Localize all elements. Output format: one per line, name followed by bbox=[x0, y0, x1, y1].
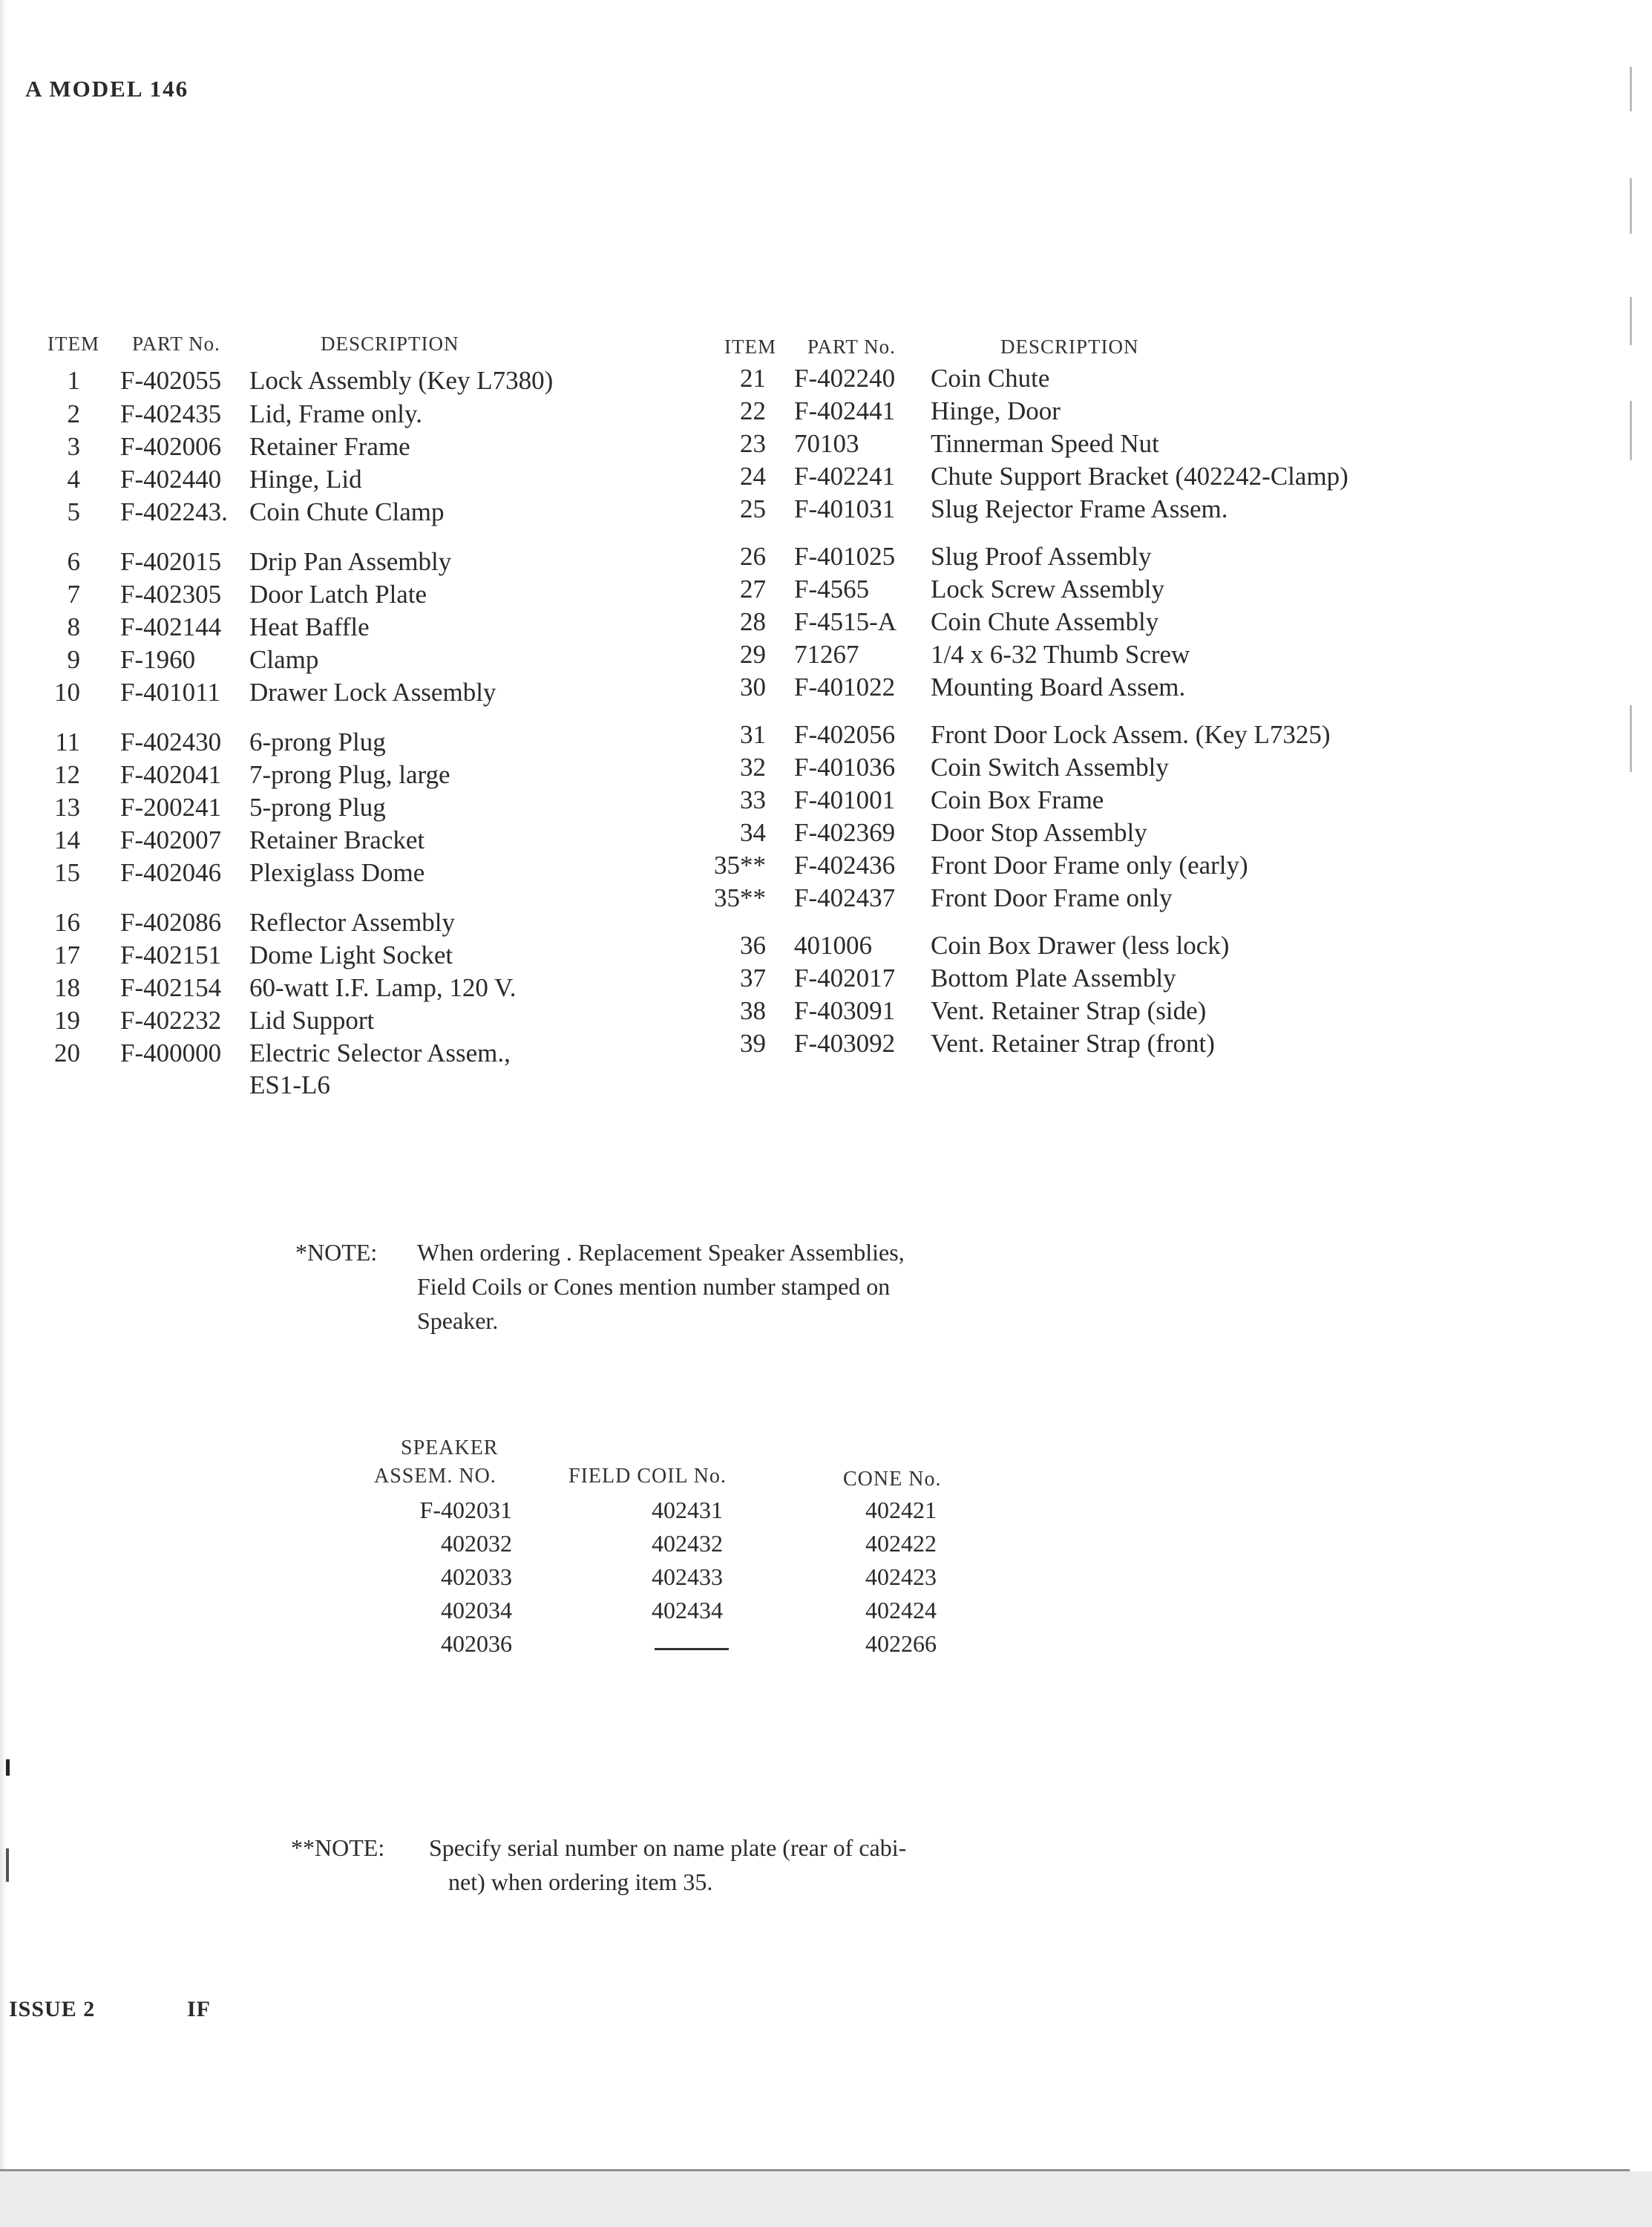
field-coil-no: 402433 bbox=[652, 1563, 723, 1590]
part-row bbox=[0, 929, 1652, 962]
left-col-header-description: DESCRIPTION bbox=[321, 333, 459, 355]
part-row bbox=[0, 882, 1652, 915]
part-description: Clamp bbox=[249, 645, 319, 674]
part-number: F-1960 bbox=[120, 645, 196, 674]
part-row bbox=[0, 460, 1652, 493]
item-number: 34 bbox=[740, 818, 766, 847]
part-row bbox=[0, 606, 1652, 638]
part-description: Tinnerman Speed Nut bbox=[931, 429, 1159, 458]
item-number: 24 bbox=[740, 462, 766, 491]
item-number: 19 bbox=[54, 1006, 80, 1035]
part-number: F-402017 bbox=[794, 964, 896, 992]
part-description: 6-prong Plug bbox=[249, 727, 386, 756]
part-number: F-402440 bbox=[120, 465, 222, 494]
part-description: Retainer Bracket bbox=[249, 825, 425, 854]
cone-no: 402424 bbox=[865, 1597, 937, 1623]
part-number: F-401025 bbox=[794, 542, 896, 571]
part-row bbox=[0, 362, 1652, 395]
speaker-row bbox=[0, 1630, 1652, 1663]
part-row bbox=[0, 719, 1652, 751]
part-number: F-402240 bbox=[794, 364, 896, 393]
part-description: 5-prong Plug bbox=[249, 793, 386, 822]
footer-issue: ISSUE 2 bbox=[9, 1997, 96, 2021]
item-number: 16 bbox=[54, 908, 80, 937]
part-description: Coin Switch Assembly bbox=[931, 753, 1169, 782]
speaker-assem-no: 402036 bbox=[441, 1630, 512, 1657]
part-row bbox=[0, 817, 1652, 849]
part-number: F-402041 bbox=[120, 760, 222, 789]
part-number: F-403092 bbox=[794, 1029, 896, 1058]
scan-mark bbox=[1630, 297, 1632, 345]
item-number: 30 bbox=[740, 673, 766, 702]
part-description: Coin Box Drawer (less lock) bbox=[931, 931, 1230, 960]
part-description: Vent. Retainer Strap (front) bbox=[931, 1029, 1215, 1058]
empty-value-dash bbox=[655, 1648, 729, 1650]
part-description: Slug Proof Assembly bbox=[931, 542, 1152, 571]
part-number: F-402055 bbox=[120, 366, 222, 395]
part-number: F-402437 bbox=[794, 883, 896, 912]
part-number: F-402154 bbox=[120, 973, 222, 1002]
cone-no: 402421 bbox=[865, 1497, 937, 1523]
part-number: F-402144 bbox=[120, 612, 222, 641]
item-number: 17 bbox=[54, 941, 80, 969]
item-number: 9 bbox=[67, 645, 80, 674]
item-number: 7 bbox=[67, 580, 80, 609]
item-number: 2 bbox=[67, 399, 80, 428]
item-number: 10 bbox=[54, 678, 80, 707]
part-row bbox=[0, 671, 1652, 704]
cone-no: 402422 bbox=[865, 1530, 937, 1557]
right-col-header-part: PART No. bbox=[807, 336, 896, 358]
part-number: F-400000 bbox=[120, 1039, 222, 1067]
part-description: Front Door Lock Assem. (Key L7325) bbox=[931, 720, 1331, 749]
part-description: Electric Selector Assem., bbox=[249, 1039, 511, 1067]
part-description: Lid Support bbox=[249, 1006, 375, 1035]
item-number: 14 bbox=[54, 825, 80, 854]
speaker-row bbox=[0, 1530, 1652, 1563]
note-2-line-1: Specify serial number on name plate (rear of cabi- bbox=[429, 1834, 907, 1861]
item-number: 1 bbox=[67, 366, 80, 395]
part-description: Bottom Plate Assembly bbox=[931, 964, 1176, 992]
note-2-line-2: net) when ordering item 35. bbox=[448, 1868, 713, 1895]
part-number: F-402441 bbox=[794, 396, 896, 425]
field-coil-header: FIELD COIL No. bbox=[568, 1465, 727, 1488]
scan-edge bbox=[0, 0, 7, 2227]
item-number: 4 bbox=[67, 465, 80, 494]
part-number: F-402430 bbox=[120, 727, 222, 756]
item-number: 18 bbox=[54, 973, 80, 1002]
item-number: 15 bbox=[54, 858, 80, 887]
part-number: F-401011 bbox=[120, 678, 220, 707]
part-number: F-402369 bbox=[794, 818, 896, 847]
part-number: F-401001 bbox=[794, 785, 896, 814]
right-col-header-item: ITEM bbox=[724, 336, 776, 358]
speaker-row bbox=[0, 1497, 1652, 1529]
cone-header: CONE No. bbox=[843, 1468, 942, 1491]
item-number: 27 bbox=[740, 575, 766, 604]
speaker-assem-no: 402033 bbox=[441, 1563, 512, 1590]
item-number: 21 bbox=[740, 364, 766, 393]
part-description: 1/4 x 6-32 Thumb Screw bbox=[931, 640, 1190, 669]
part-number: F-402241 bbox=[794, 462, 896, 491]
part-row bbox=[0, 428, 1652, 460]
footer-code: IF bbox=[187, 1997, 211, 2021]
item-number: 35** bbox=[714, 851, 766, 880]
part-row bbox=[0, 962, 1652, 995]
part-row bbox=[0, 995, 1652, 1027]
part-number: F-401036 bbox=[794, 753, 896, 782]
part-description: Hinge, Lid bbox=[249, 465, 362, 494]
scan-mark bbox=[1630, 178, 1632, 234]
part-description: Retainer Frame bbox=[249, 432, 410, 461]
part-description: Dome Light Socket bbox=[249, 941, 453, 969]
item-number: 37 bbox=[740, 964, 766, 992]
part-number: F-402243. bbox=[120, 497, 228, 526]
part-description: Slug Rejector Frame Assem. bbox=[931, 494, 1228, 523]
note-1-line-2: Field Coils or Cones mention number stamped on bbox=[417, 1273, 891, 1300]
part-description: 7-prong Plug, large bbox=[249, 760, 450, 789]
item-number: 39 bbox=[740, 1029, 766, 1058]
part-description: Lock Screw Assembly bbox=[931, 575, 1164, 604]
part-number: F-401022 bbox=[794, 673, 896, 702]
item-number: 13 bbox=[54, 793, 80, 822]
part-number: F-402015 bbox=[120, 547, 222, 576]
field-coil-no: 402431 bbox=[652, 1497, 723, 1523]
item-number: 29 bbox=[740, 640, 766, 669]
note-1-line-1: When ordering . Replacement Speaker Assemblies, bbox=[417, 1239, 905, 1266]
part-number: 70103 bbox=[794, 429, 859, 458]
part-description: Hinge, Door bbox=[931, 396, 1061, 425]
item-number: 36 bbox=[740, 931, 766, 960]
right-col-header-description: DESCRIPTION bbox=[1000, 336, 1139, 358]
part-number: F-402046 bbox=[120, 858, 222, 887]
part-row bbox=[0, 751, 1652, 784]
item-number: 28 bbox=[740, 607, 766, 636]
speaker-header-line-2: ASSEM. NO. bbox=[374, 1465, 496, 1488]
scan-mark bbox=[1630, 67, 1632, 111]
item-number: 3 bbox=[67, 432, 80, 461]
part-description: Coin Chute Clamp bbox=[249, 497, 445, 526]
page-header: A MODEL 146 bbox=[25, 76, 189, 102]
part-row bbox=[0, 540, 1652, 573]
part-number: 401006 bbox=[794, 931, 872, 960]
part-description: Lock Assembly (Key L7380) bbox=[249, 366, 554, 395]
scan-mark bbox=[6, 1759, 10, 1776]
item-number: 5 bbox=[67, 497, 80, 526]
part-description: Drip Pan Assembly bbox=[249, 547, 452, 576]
speaker-assem-no: 402032 bbox=[441, 1530, 512, 1557]
part-number: F-401031 bbox=[794, 494, 896, 523]
part-number: F-4565 bbox=[794, 575, 870, 604]
left-col-header-part: PART No. bbox=[132, 333, 220, 355]
item-number: 12 bbox=[54, 760, 80, 789]
part-description: Reflector Assembly bbox=[249, 908, 456, 937]
scan-bottom-band bbox=[0, 2171, 1652, 2227]
field-coil-no: 402432 bbox=[652, 1530, 723, 1557]
note-1-line-3: Speaker. bbox=[417, 1307, 499, 1334]
item-number: 38 bbox=[740, 996, 766, 1025]
part-description: Front Door Frame only bbox=[931, 883, 1173, 912]
part-row bbox=[0, 493, 1652, 526]
part-description: Lid, Frame only. bbox=[249, 399, 422, 428]
speaker-assem-no: F-402031 bbox=[419, 1497, 512, 1523]
item-number: 22 bbox=[740, 396, 766, 425]
part-number: F-402056 bbox=[794, 720, 896, 749]
part-number: F-200241 bbox=[120, 793, 222, 822]
part-number: F-402305 bbox=[120, 580, 222, 609]
part-description: Door Stop Assembly bbox=[931, 818, 1147, 847]
item-number: 11 bbox=[55, 727, 80, 756]
item-number: 23 bbox=[740, 429, 766, 458]
item-number: 20 bbox=[54, 1039, 80, 1067]
note-1-label: *NOTE: bbox=[295, 1239, 378, 1266]
part-number: F-402232 bbox=[120, 1006, 222, 1035]
note-2-label: **NOTE: bbox=[291, 1834, 385, 1861]
part-description: Drawer Lock Assembly bbox=[249, 678, 496, 707]
part-number: F-402151 bbox=[120, 941, 222, 969]
part-description: Coin Chute Assembly bbox=[931, 607, 1159, 636]
item-number: 8 bbox=[67, 612, 80, 641]
item-number: 32 bbox=[740, 753, 766, 782]
part-description: Coin Chute bbox=[931, 364, 1050, 393]
part-description: Mounting Board Assem. bbox=[931, 673, 1186, 702]
item-number: 35** bbox=[714, 883, 766, 912]
part-row bbox=[0, 849, 1652, 882]
part-number: F-402007 bbox=[120, 825, 222, 854]
part-number: F-402435 bbox=[120, 399, 222, 428]
part-row bbox=[0, 638, 1652, 671]
part-description: Door Latch Plate bbox=[249, 580, 427, 609]
part-description: Heat Baffle bbox=[249, 612, 370, 641]
item-number: 25 bbox=[740, 494, 766, 523]
part-row bbox=[0, 784, 1652, 817]
part-number: F-402006 bbox=[120, 432, 222, 461]
item-number: 33 bbox=[740, 785, 766, 814]
part-description: Plexiglass Dome bbox=[249, 858, 425, 887]
speaker-row bbox=[0, 1597, 1652, 1629]
part-description: Front Door Frame only (early) bbox=[931, 851, 1248, 880]
cone-no: 402423 bbox=[865, 1563, 937, 1590]
field-coil-no: 402434 bbox=[652, 1597, 723, 1623]
item-number: 26 bbox=[740, 542, 766, 571]
scan-mark bbox=[6, 1848, 9, 1882]
speaker-assem-no: 402034 bbox=[441, 1597, 512, 1623]
speaker-row bbox=[0, 1563, 1652, 1596]
part-description: Chute Support Bracket (402242-Clamp) bbox=[931, 462, 1348, 491]
item-number: 31 bbox=[740, 720, 766, 749]
part-number: F-4515-A bbox=[794, 607, 897, 636]
part-number: F-402086 bbox=[120, 908, 222, 937]
part-description: Vent. Retainer Strap (side) bbox=[931, 996, 1207, 1025]
part-row bbox=[0, 1027, 1652, 1060]
item-number: 6 bbox=[67, 547, 80, 576]
speaker-header-line-1: SPEAKER bbox=[401, 1436, 499, 1459]
part-number: F-403091 bbox=[794, 996, 896, 1025]
part-number: F-402436 bbox=[794, 851, 896, 880]
part-description-continuation: ES1-L6 bbox=[249, 1070, 330, 1099]
part-row bbox=[0, 395, 1652, 428]
part-description: 60-watt I.F. Lamp, 120 V. bbox=[249, 973, 517, 1002]
part-description: Coin Box Frame bbox=[931, 785, 1104, 814]
cone-no: 402266 bbox=[865, 1630, 937, 1657]
part-row bbox=[0, 573, 1652, 606]
part-number: 71267 bbox=[794, 640, 859, 669]
left-col-header-item: ITEM bbox=[47, 333, 99, 355]
